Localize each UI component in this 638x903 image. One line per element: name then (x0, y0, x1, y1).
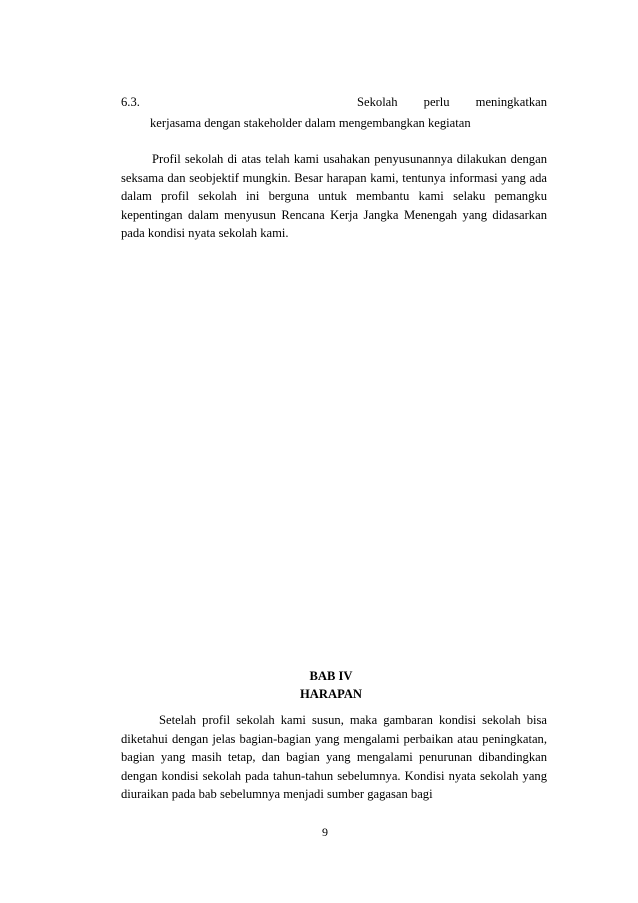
closing-paragraph: Profil sekolah di atas telah kami usahakan penyusunannya dilakukan dengan seksama dan seobjektif mungkin. Besar harapan kami, tentunya informasi yang ada dalam profil sekolah ini berguna untuk membantu kami selaku pemangku kepentingan dalam menyusun Rencana Kerja Jangka Menengah yang didasarkan pada kondisi nyata sekolah kami. (121, 152, 547, 241)
item-continuation: kerjasama dengan stakeholder dalam mengembangkan kegiatan (150, 116, 471, 130)
chapter-title: HARAPAN (299, 687, 363, 701)
page-number: 9 (322, 825, 328, 839)
chapter-label: BAB IV (309, 669, 353, 683)
item-first-line: Sekolah perlu meningkatkan (357, 95, 547, 109)
harapan-paragraph: Setelah profil sekolah kami susun, maka gambaran kondisi sekolah bisa diketahui dengan jelas bagian-bagian yang mengalami perbaikan atau peningkatan, bagian yang masih tetap, dan bagian yang mengalami penurunan dibandingkan dengan kondisi sekolah pada tahun-tahun sebelumnya. Kondisi nyata sekolah yang diuraikan pada bab sebelumnya menjadi sumber gagasan bagi (121, 713, 547, 802)
list-item-6-3 (121, 92, 547, 112)
item-number: 6.3. (121, 95, 140, 109)
